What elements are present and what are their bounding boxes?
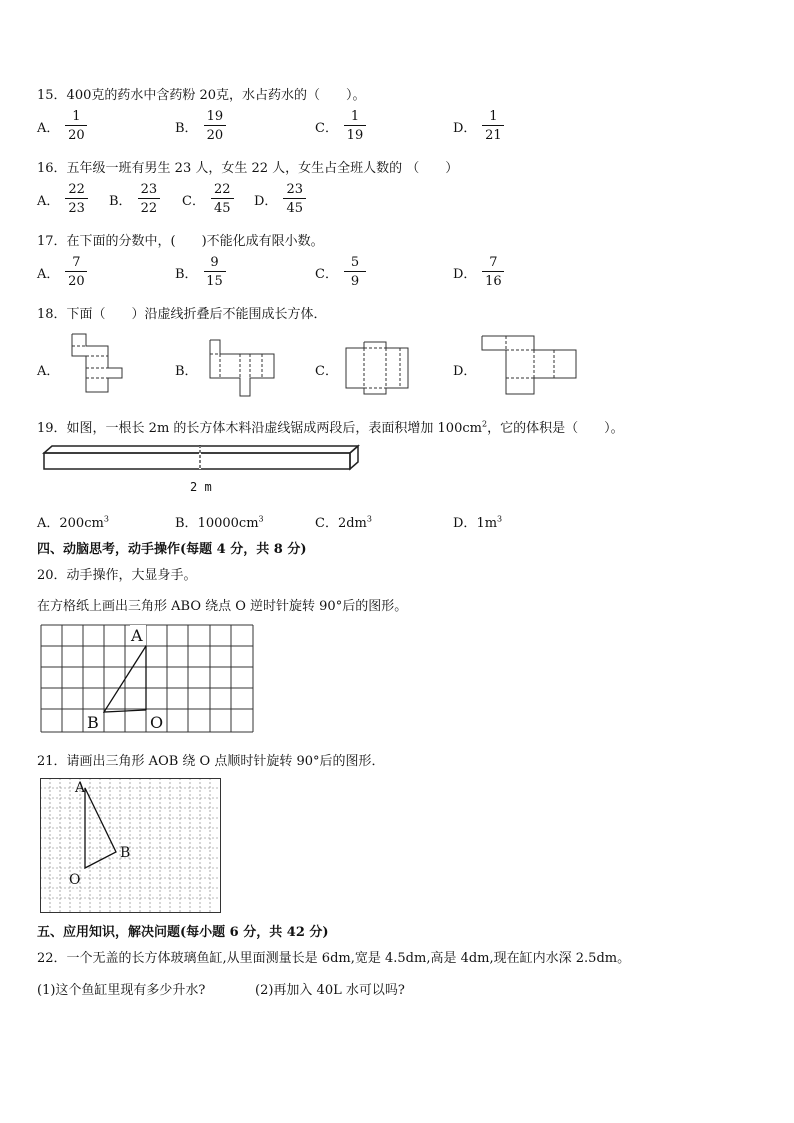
q19-stem-sup: 2 bbox=[481, 419, 488, 429]
option-letter: A． bbox=[37, 120, 60, 136]
q22-stem: 22．一个无盖的长方体玻璃鱼缸,从里面测量长是 6dm,宽是 4.5dm,高是 4dm,现在缸内水深 2.5dm。 bbox=[37, 951, 631, 966]
denominator: 19 bbox=[346, 128, 364, 143]
numerator: 1 bbox=[65, 110, 87, 126]
option-letter: C． bbox=[315, 266, 338, 282]
q19-option-d bbox=[453, 512, 502, 531]
denominator: 21 bbox=[485, 128, 502, 143]
q18-option-a-label: A． bbox=[37, 364, 60, 379]
fraction bbox=[65, 256, 87, 288]
numerator: 22 bbox=[65, 183, 88, 199]
denominator: 16 bbox=[485, 274, 502, 289]
numerator: 19 bbox=[204, 110, 227, 126]
q17-option-b bbox=[175, 256, 226, 288]
numerator: 7 bbox=[482, 256, 504, 272]
option-value: 2dm bbox=[337, 516, 367, 531]
net-figure-c bbox=[344, 338, 412, 398]
q19-stem bbox=[37, 417, 624, 436]
q17-option-a bbox=[37, 256, 87, 288]
q16-option-c bbox=[182, 183, 234, 215]
numerator: 5 bbox=[344, 256, 366, 272]
denominator: 9 bbox=[350, 274, 360, 289]
numerator: 9 bbox=[204, 256, 226, 272]
q15-option-d bbox=[453, 110, 504, 142]
q19-stem-before: 19．如图，一根长 2m 的长方体木料沿虚线锯成两段后，表面积增加 100cm bbox=[37, 421, 482, 436]
numerator: 1 bbox=[482, 110, 504, 126]
q17-stem: 17．在下面的分数中，( )不能化成有限小数。 bbox=[37, 234, 324, 249]
q18-stem: 18．下面（ ）沿虚线折叠后不能围成长方体． bbox=[37, 307, 327, 322]
fraction bbox=[204, 256, 226, 288]
option-sup: 3 bbox=[258, 514, 264, 524]
denominator: 20 bbox=[68, 128, 85, 143]
q16-stem: 16．五年级一班有男生 23 人，女生 22 人，女生占全班人数的 （ ） bbox=[37, 161, 459, 176]
option-sup: 3 bbox=[103, 514, 109, 524]
q20-grid-figure bbox=[40, 624, 256, 736]
option-letter: A． bbox=[37, 266, 60, 282]
denominator: 22 bbox=[140, 201, 158, 216]
fraction bbox=[482, 110, 504, 142]
q15-stem: 15．400克的药水中含药粉 20克，水占药水的（ ）。 bbox=[37, 88, 366, 103]
net-figure-a bbox=[66, 334, 128, 396]
option-letter: A． bbox=[37, 193, 60, 209]
option-letter: B． bbox=[175, 516, 198, 531]
fraction bbox=[344, 110, 366, 142]
q16-option-b bbox=[109, 183, 160, 215]
option-value: 200cm bbox=[59, 516, 104, 531]
q20-instruction: 在方格纸上画出三角形 ABO 绕点 O 逆时针旋转 90°后的图形。 bbox=[37, 599, 408, 614]
denominator: 20 bbox=[206, 128, 224, 143]
q17-option-c bbox=[315, 256, 366, 288]
q19-option-b bbox=[175, 512, 264, 531]
option-letter: D． bbox=[453, 120, 477, 136]
section-4-title: 四、动脑思考，动手操作(每题 4 分，共 8 分) bbox=[37, 542, 307, 557]
option-letter: B． bbox=[175, 120, 198, 136]
q15-option-b bbox=[175, 110, 226, 142]
q20-point-b-label: B bbox=[87, 713, 99, 732]
option-letter: C． bbox=[315, 516, 338, 531]
fraction bbox=[482, 256, 504, 288]
q18-option-c-label: C． bbox=[315, 364, 338, 379]
option-letter: C． bbox=[182, 193, 205, 209]
option-letter: D． bbox=[453, 516, 477, 531]
denominator: 45 bbox=[286, 201, 303, 216]
q21-point-b-label: B bbox=[120, 845, 131, 861]
q21-point-o-label: O bbox=[69, 872, 81, 888]
numerator: 23 bbox=[138, 183, 161, 199]
fraction bbox=[65, 183, 88, 215]
q21-point-a-label: A bbox=[75, 780, 86, 796]
net-figure-d bbox=[480, 334, 580, 398]
q20-point-o-label: O bbox=[150, 713, 164, 732]
q18-option-d-label: D． bbox=[453, 364, 477, 379]
wood-beam-figure bbox=[40, 444, 360, 472]
q19-stem-after: ，它的体积是（ ）。 bbox=[487, 421, 624, 436]
section-5-title: 五、应用知识，解决问题(每小题 6 分，共 42 分) bbox=[37, 925, 329, 940]
net-figure-b bbox=[206, 340, 276, 398]
q18-option-b-label: B． bbox=[175, 364, 198, 379]
denominator: 45 bbox=[213, 201, 231, 216]
q15-option-c bbox=[315, 110, 366, 142]
q20-stem: 20．动手操作，大显身手。 bbox=[37, 568, 197, 583]
numerator: 23 bbox=[283, 183, 306, 199]
fraction bbox=[65, 110, 87, 142]
numerator: 22 bbox=[211, 183, 234, 199]
q16-option-a bbox=[37, 183, 88, 215]
denominator: 20 bbox=[68, 274, 85, 289]
q21-stem: 21．请画出三角形 AOB 绕 O 点顺时针旋转 90°后的图形． bbox=[37, 754, 385, 769]
fraction bbox=[204, 110, 227, 142]
option-value: 10000cm bbox=[197, 516, 259, 531]
numerator: 7 bbox=[65, 256, 87, 272]
option-letter: A． bbox=[37, 516, 60, 531]
fraction bbox=[344, 256, 366, 288]
option-letter: D． bbox=[453, 266, 477, 282]
q15-option-a bbox=[37, 110, 87, 142]
fraction bbox=[283, 183, 306, 215]
numerator: 1 bbox=[344, 110, 366, 126]
option-letter: C． bbox=[315, 120, 338, 136]
q21-grid-figure bbox=[40, 778, 222, 916]
q17-option-d bbox=[453, 256, 504, 288]
q19-option-c bbox=[315, 512, 372, 531]
q16-option-d bbox=[254, 183, 306, 215]
denominator: 15 bbox=[206, 274, 223, 289]
option-value: 1m bbox=[476, 516, 498, 531]
option-letter: B． bbox=[109, 193, 132, 209]
beam-length-label: 2 m bbox=[190, 480, 212, 494]
option-sup: 3 bbox=[497, 514, 503, 524]
q22-sub1: (1)这个鱼缸里现有多少升水? bbox=[37, 983, 206, 998]
option-letter: B． bbox=[175, 266, 198, 282]
q19-option-a bbox=[37, 512, 109, 531]
denominator: 23 bbox=[68, 201, 85, 216]
q22-sub2: (2)再加入 40L 水可以吗? bbox=[255, 983, 405, 998]
fraction bbox=[138, 183, 161, 215]
fraction bbox=[211, 183, 234, 215]
option-sup: 3 bbox=[366, 514, 372, 524]
option-letter: D． bbox=[254, 193, 278, 209]
q20-point-a-label: A bbox=[131, 626, 143, 645]
